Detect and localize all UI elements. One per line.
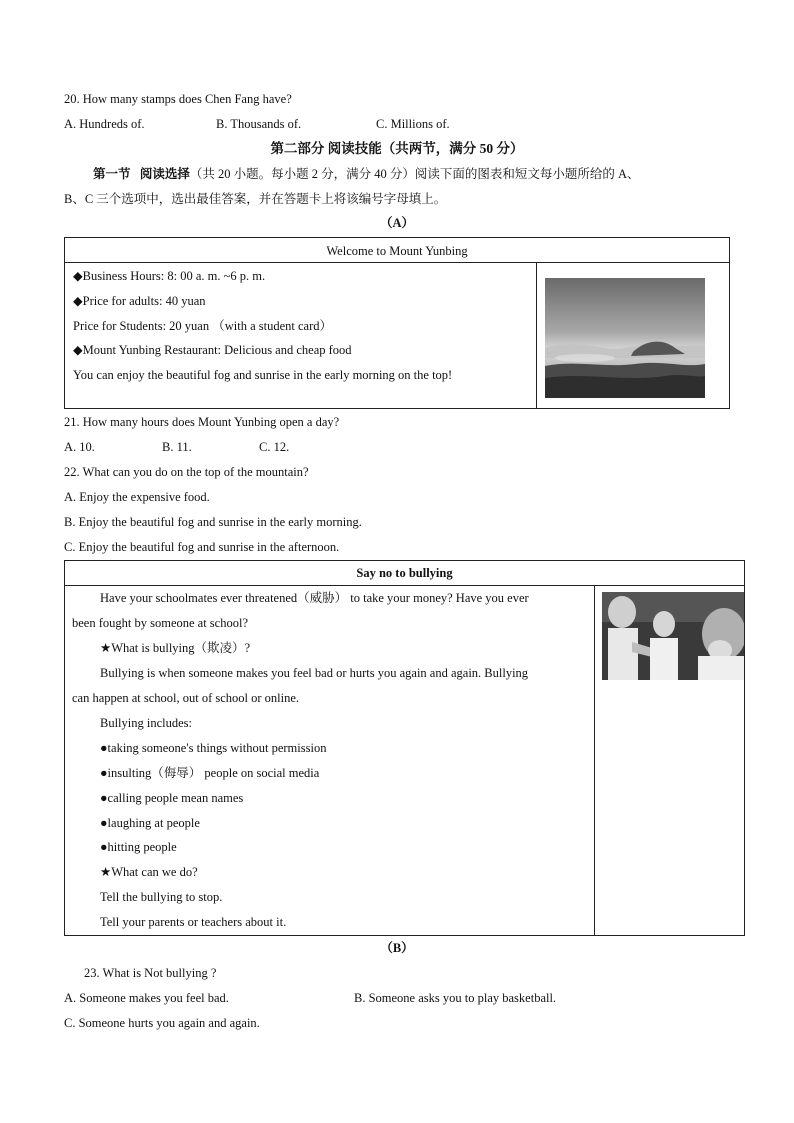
- instructions-line-2: B、C 三个选项中，选出最佳答案，并在答题卡上将该编号字母填上。: [64, 192, 447, 206]
- q21-option-a: A. 10.: [64, 440, 95, 454]
- divider: [536, 262, 537, 409]
- passage-b-line: Tell your parents or teachers about it.: [100, 915, 287, 929]
- passage-a-header: Welcome to Mount Yunbing: [326, 244, 468, 258]
- section-label: 第一节: [93, 167, 131, 181]
- passage-a-line: ◆Mount Yunbing Restaurant: Delicious and cheap food: [73, 343, 352, 357]
- q21-option-b: B. 11.: [162, 440, 192, 454]
- passage-b-line: been fought by someone at school?: [72, 616, 248, 630]
- passage-b-line: ●laughing at people: [100, 816, 200, 830]
- q20-option-a: A. Hundreds of.: [64, 117, 145, 131]
- children-bullying-photo: [602, 592, 744, 680]
- question-21: 21. How many hours does Mount Yunbing open a day?: [64, 415, 340, 429]
- passage-b-line: Bullying includes:: [100, 716, 193, 730]
- q21-option-c: C. 12.: [259, 440, 290, 454]
- mountain-fog-photo: [545, 278, 705, 398]
- passage-b-line: ●taking someone's things without permission: [100, 741, 327, 755]
- passage-b-line: ★What is bullying（欺凌）?: [100, 641, 251, 655]
- passage-a-line: ◆Business Hours: 8: 00 a. m. ~6 p. m.: [73, 269, 266, 283]
- q22-option-c: C. Enjoy the beautiful fog and sunrise in the afternoon.: [64, 540, 340, 554]
- passage-b-line: can happen at school, out of school or online.: [72, 691, 300, 705]
- part2-title: 第二部分 阅读技能（共两节，满分 50 分）: [270, 141, 524, 156]
- passage-b-line: Bullying is when someone makes you feel bad or hurts you again and again. Bullying: [100, 666, 529, 680]
- q22-option-a: A. Enjoy the expensive food.: [64, 490, 210, 504]
- passage-b-line: Tell the bullying to stop.: [100, 890, 223, 904]
- passage-b-line: ●hitting people: [100, 840, 177, 854]
- q22-option-b: B. Enjoy the beautiful fog and sunrise in the early morning.: [64, 515, 362, 529]
- passage-a-label: （A）: [379, 216, 415, 230]
- question-23: 23. What is Not bullying ?: [84, 966, 217, 980]
- q23-option-c: C. Someone hurts you again and again.: [64, 1016, 260, 1030]
- question-20: 20. How many stamps does Chen Fang have?: [64, 92, 292, 106]
- q23-option-a: A. Someone makes you feel bad.: [64, 991, 229, 1005]
- q23-option-b: B. Someone asks you to play basketball.: [354, 991, 557, 1005]
- section-instructions: [93, 166, 640, 182]
- passage-b-line: ●calling people mean names: [100, 791, 244, 805]
- passage-b-line: Have your schoolmates ever threatened（威胁） to take your money? Have you ever: [100, 591, 529, 605]
- q20-option-b: B. Thousands of.: [216, 117, 302, 131]
- passage-b-label: （B）: [380, 941, 414, 955]
- passage-a-line: ◆Price for adults: 40 yuan: [73, 294, 206, 308]
- q20-option-c: C. Millions of.: [376, 117, 450, 131]
- passage-a-line: You can enjoy the beautiful fog and sunrise in the early morning on the top!: [73, 368, 453, 382]
- passage-b-line: ★What can we do?: [100, 865, 198, 879]
- question-22: 22. What can you do on the top of the mountain?: [64, 465, 309, 479]
- section-name: 阅读选择: [139, 167, 190, 181]
- passage-b-line: ●insulting（侮辱） people on social media: [100, 766, 320, 780]
- passage-a-line: Price for Students: 20 yuan （with a student card）: [73, 319, 332, 333]
- passage-b-header: Say no to bullying: [356, 566, 453, 580]
- instructions-line-1: （共 20 小题。每小题 2 分，满分 40 分）阅读下面的图表和短文每小题所给的 A、: [189, 167, 640, 181]
- divider: [594, 585, 595, 936]
- divider: [64, 585, 745, 586]
- divider: [64, 262, 730, 263]
